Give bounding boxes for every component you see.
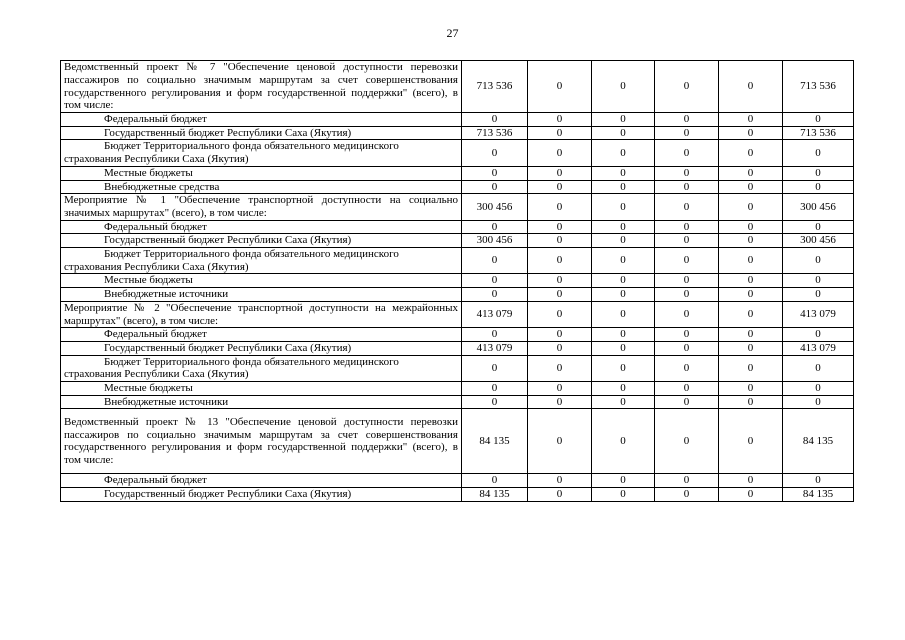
value-cell: 0 xyxy=(462,180,528,194)
value-cell: 0 xyxy=(719,409,783,474)
budget-table xyxy=(60,60,854,502)
value-cell: 0 xyxy=(462,355,528,381)
value-cell: 0 xyxy=(592,220,655,234)
value-cell: 84 135 xyxy=(462,488,528,502)
row-description: Бюджет Территориального фонда обязательного медицинского страхования Республики Саха (Якутия) xyxy=(61,140,462,166)
table-row xyxy=(61,288,854,302)
value-cell: 0 xyxy=(528,355,592,381)
value-cell: 84 135 xyxy=(783,409,854,474)
value-cell: 0 xyxy=(528,126,592,140)
value-cell: 0 xyxy=(655,341,719,355)
value-cell: 0 xyxy=(592,328,655,342)
table-row xyxy=(61,382,854,396)
value-cell: 0 xyxy=(528,113,592,127)
row-description: Внебюджетные источники xyxy=(61,395,462,409)
value-cell: 0 xyxy=(719,488,783,502)
row-description: Бюджет Территориального фонда обязательного медицинского страхования Республики Саха (Якутия) xyxy=(61,248,462,274)
value-cell: 0 xyxy=(719,328,783,342)
value-cell: 0 xyxy=(655,61,719,113)
value-cell: 0 xyxy=(592,194,655,220)
table-row xyxy=(61,488,854,502)
value-cell: 0 xyxy=(655,248,719,274)
value-cell: 413 079 xyxy=(462,341,528,355)
value-cell: 0 xyxy=(719,301,783,327)
value-cell: 0 xyxy=(592,382,655,396)
value-cell: 0 xyxy=(592,248,655,274)
page-number: 27 xyxy=(446,26,459,40)
value-cell: 0 xyxy=(592,126,655,140)
row-description: Ведомственный проект № 13 "Обеспечение ценовой доступности перевозки пассажиров по социально значимым маршрутам за счет совершенствования государственного регулирования и форм государственной поддержки" (всего), в том числе: xyxy=(61,409,462,474)
row-description: Государственный бюджет Республики Саха (Якутия) xyxy=(61,126,462,140)
table-row xyxy=(61,328,854,342)
value-cell: 0 xyxy=(528,488,592,502)
table-row xyxy=(61,274,854,288)
value-cell: 0 xyxy=(592,288,655,302)
value-cell: 0 xyxy=(462,220,528,234)
value-cell: 0 xyxy=(462,288,528,302)
value-cell: 0 xyxy=(462,248,528,274)
value-cell: 0 xyxy=(719,274,783,288)
value-cell: 0 xyxy=(528,248,592,274)
value-cell: 0 xyxy=(719,180,783,194)
value-cell: 0 xyxy=(528,166,592,180)
value-cell: 413 079 xyxy=(462,301,528,327)
value-cell: 0 xyxy=(592,409,655,474)
value-cell: 0 xyxy=(719,395,783,409)
value-cell: 0 xyxy=(655,274,719,288)
row-description: Местные бюджеты xyxy=(61,274,462,288)
value-cell: 0 xyxy=(462,382,528,396)
value-cell: 0 xyxy=(783,395,854,409)
value-cell: 0 xyxy=(655,180,719,194)
value-cell: 0 xyxy=(462,113,528,127)
value-cell: 0 xyxy=(719,355,783,381)
value-cell: 84 135 xyxy=(462,409,528,474)
value-cell: 0 xyxy=(655,488,719,502)
value-cell: 0 xyxy=(655,194,719,220)
value-cell: 0 xyxy=(592,301,655,327)
table-row xyxy=(61,166,854,180)
row-description: Мероприятие № 1 "Обеспечение транспортной доступности на социально значимых маршрутах" (всего), в том числе: xyxy=(61,194,462,220)
row-description: Федеральный бюджет xyxy=(61,328,462,342)
value-cell: 0 xyxy=(592,274,655,288)
row-description: Бюджет Территориального фонда обязательного медицинского страхования Республики Саха (Якутия) xyxy=(61,355,462,381)
value-cell: 0 xyxy=(655,474,719,488)
row-description: Государственный бюджет Республики Саха (Якутия) xyxy=(61,341,462,355)
table-row xyxy=(61,234,854,248)
table-row-project-header xyxy=(61,409,854,474)
value-cell: 0 xyxy=(655,328,719,342)
value-cell: 0 xyxy=(528,180,592,194)
row-description: Внебюджетные источники xyxy=(61,288,462,302)
value-cell: 0 xyxy=(719,166,783,180)
value-cell: 0 xyxy=(719,248,783,274)
table-row xyxy=(61,180,854,194)
table-row-project-header xyxy=(61,61,854,113)
value-cell: 0 xyxy=(783,382,854,396)
table-row xyxy=(61,355,854,381)
value-cell: 0 xyxy=(592,488,655,502)
value-cell: 300 456 xyxy=(462,194,528,220)
value-cell: 84 135 xyxy=(783,488,854,502)
value-cell: 0 xyxy=(719,234,783,248)
value-cell: 0 xyxy=(462,328,528,342)
value-cell: 0 xyxy=(592,341,655,355)
value-cell: 713 536 xyxy=(783,126,854,140)
value-cell: 0 xyxy=(655,113,719,127)
row-description: Государственный бюджет Республики Саха (Якутия) xyxy=(61,488,462,502)
value-cell: 0 xyxy=(462,395,528,409)
value-cell: 0 xyxy=(528,288,592,302)
value-cell: 0 xyxy=(783,166,854,180)
row-description: Федеральный бюджет xyxy=(61,220,462,234)
row-description: Местные бюджеты xyxy=(61,166,462,180)
value-cell: 0 xyxy=(592,234,655,248)
value-cell: 0 xyxy=(592,180,655,194)
value-cell: 0 xyxy=(592,355,655,381)
value-cell: 0 xyxy=(655,140,719,166)
value-cell: 0 xyxy=(655,395,719,409)
value-cell: 0 xyxy=(528,341,592,355)
value-cell: 713 536 xyxy=(462,126,528,140)
table-row xyxy=(61,248,854,274)
row-description: Государственный бюджет Республики Саха (Якутия) xyxy=(61,234,462,248)
value-cell: 0 xyxy=(783,355,854,381)
table-row xyxy=(61,126,854,140)
value-cell: 0 xyxy=(719,113,783,127)
table-row-measure-header xyxy=(61,301,854,327)
value-cell: 0 xyxy=(528,474,592,488)
value-cell: 300 456 xyxy=(462,234,528,248)
value-cell: 0 xyxy=(719,288,783,302)
value-cell: 713 536 xyxy=(783,61,854,113)
value-cell: 0 xyxy=(719,61,783,113)
value-cell: 413 079 xyxy=(783,301,854,327)
value-cell: 0 xyxy=(783,140,854,166)
value-cell: 0 xyxy=(655,288,719,302)
row-description: Внебюджетные средства xyxy=(61,180,462,194)
value-cell: 0 xyxy=(528,61,592,113)
value-cell: 0 xyxy=(719,140,783,166)
value-cell: 0 xyxy=(462,274,528,288)
value-cell: 0 xyxy=(719,220,783,234)
row-description: Ведомственный проект № 7 "Обеспечение ценовой доступности перевозки пассажиров по социально значимым маршрутам за счет совершенствования государственного регулирования и форм государственной поддержки" (всего), в том числе: xyxy=(61,61,462,113)
table-row xyxy=(61,140,854,166)
value-cell: 0 xyxy=(655,382,719,396)
value-cell: 0 xyxy=(655,355,719,381)
value-cell: 0 xyxy=(655,234,719,248)
value-cell: 0 xyxy=(655,301,719,327)
value-cell: 0 xyxy=(592,474,655,488)
value-cell: 413 079 xyxy=(783,341,854,355)
value-cell: 0 xyxy=(783,288,854,302)
value-cell: 0 xyxy=(528,395,592,409)
value-cell: 0 xyxy=(719,341,783,355)
table-row xyxy=(61,341,854,355)
value-cell: 0 xyxy=(528,409,592,474)
value-cell: 0 xyxy=(783,220,854,234)
value-cell: 0 xyxy=(719,474,783,488)
value-cell: 0 xyxy=(783,328,854,342)
value-cell: 0 xyxy=(592,166,655,180)
value-cell: 0 xyxy=(528,234,592,248)
value-cell: 0 xyxy=(592,140,655,166)
value-cell: 0 xyxy=(719,382,783,396)
row-description: Федеральный бюджет xyxy=(61,474,462,488)
table-row xyxy=(61,474,854,488)
value-cell: 0 xyxy=(719,194,783,220)
value-cell: 300 456 xyxy=(783,194,854,220)
value-cell: 0 xyxy=(528,382,592,396)
value-cell: 0 xyxy=(528,301,592,327)
value-cell: 0 xyxy=(462,140,528,166)
value-cell: 0 xyxy=(783,248,854,274)
value-cell: 0 xyxy=(528,194,592,220)
table-row xyxy=(61,113,854,127)
value-cell: 0 xyxy=(592,61,655,113)
value-cell: 300 456 xyxy=(783,234,854,248)
value-cell: 0 xyxy=(655,126,719,140)
value-cell: 0 xyxy=(528,140,592,166)
value-cell: 0 xyxy=(783,180,854,194)
value-cell: 0 xyxy=(528,274,592,288)
value-cell: 0 xyxy=(592,113,655,127)
value-cell: 0 xyxy=(528,328,592,342)
value-cell: 0 xyxy=(783,474,854,488)
value-cell: 713 536 xyxy=(462,61,528,113)
value-cell: 0 xyxy=(528,220,592,234)
value-cell: 0 xyxy=(592,395,655,409)
row-description: Мероприятие № 2 "Обеспечение транспортной доступности на межрайонных маршрутах" (всего), в том числе: xyxy=(61,301,462,327)
row-description: Местные бюджеты xyxy=(61,382,462,396)
value-cell: 0 xyxy=(783,274,854,288)
value-cell: 0 xyxy=(462,166,528,180)
value-cell: 0 xyxy=(655,220,719,234)
value-cell: 0 xyxy=(462,474,528,488)
value-cell: 0 xyxy=(783,113,854,127)
row-description: Федеральный бюджет xyxy=(61,113,462,127)
value-cell: 0 xyxy=(655,166,719,180)
value-cell: 0 xyxy=(719,126,783,140)
table-row xyxy=(61,220,854,234)
table-row xyxy=(61,395,854,409)
value-cell: 0 xyxy=(655,409,719,474)
table-row-measure-header xyxy=(61,194,854,220)
